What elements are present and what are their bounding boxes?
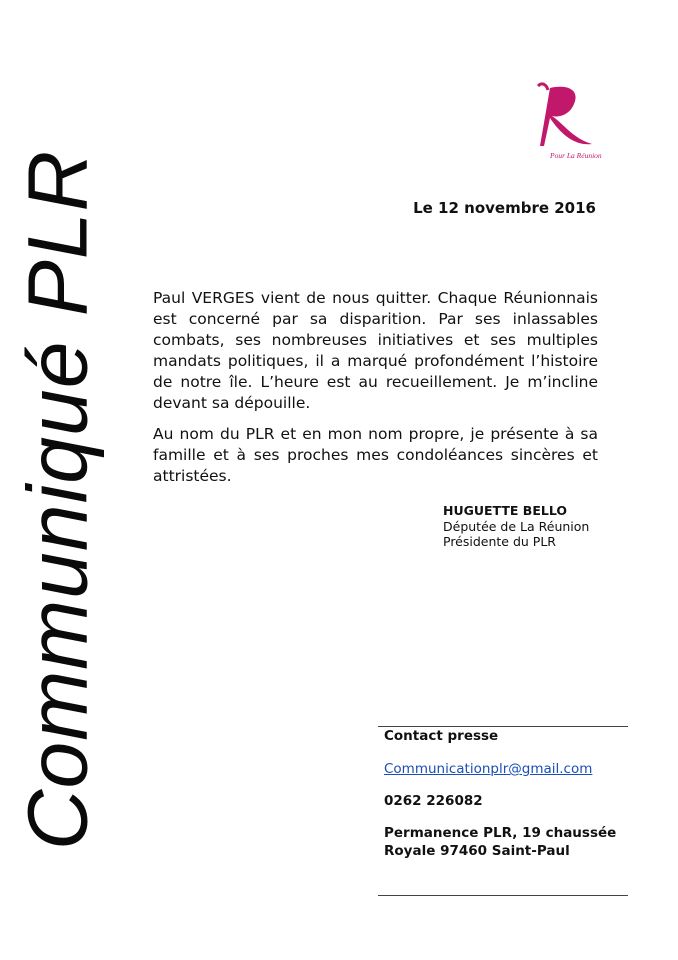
paragraph: Paul VERGES vient de nous quitter. Chaque Réunionnais est concerné par sa disparition. Par ses inlassables combats, ses nombreuses initiatives et ses multiples mandats politiques, il a marqué profondément l’histoire de notre île. L’heure est au recueillement. Je m’incline devant sa dépouille. [153,289,598,412]
contact-phone: 0262 226082 [384,793,483,809]
communique-body [153,288,598,497]
signatory-name: HUGUETTE BELLO [443,503,567,518]
plr-logo [520,80,604,162]
logo-caption: Pour La Réunion [550,151,602,160]
side-title: Communiqué PLR [10,149,105,851]
contact-address: Permanence PLR, 19 chaussée Royale 97460 Saint-Paul [384,825,617,859]
document-date: Le 12 novembre 2016 [413,199,596,217]
contact-email[interactable] [384,761,592,777]
email-link[interactable]: Communicationplr@gmail.com [384,761,593,777]
signatory-title: Députée de La Réunion [443,518,590,534]
paragraph: Au nom du PLR et en mon nom propre, je présente à sa famille et à ses proches mes condoléances sincères et attristées. [153,425,598,485]
divider [378,726,628,727]
signatory-title: Présidente du PLR [443,534,556,549]
signature-block [443,503,589,550]
contact-heading: Contact presse [384,728,499,744]
divider [378,895,628,896]
